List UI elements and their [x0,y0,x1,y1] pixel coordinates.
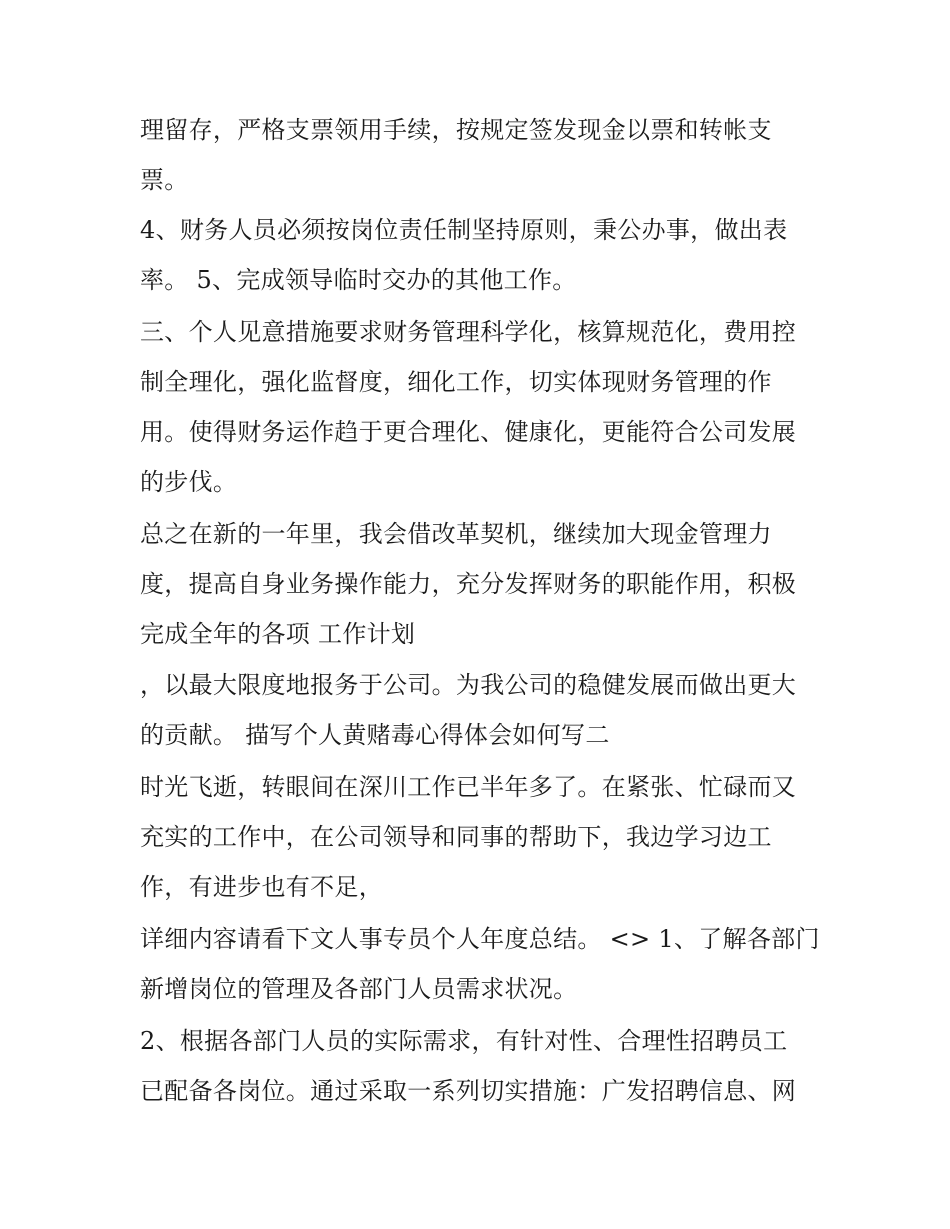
text-line: 新增岗位的管理及各部门人员需求状况。 [140,975,578,1003]
text-line: 充实的工作中，在公司领导和同事的帮助下，我边学习边工 [140,823,772,851]
text-line: 率。 5、完成领导临时交办的其他工作。 [140,266,577,294]
text-line: 三、个人见意措施要求财务管理科学化，核算规范化，费用控 [140,318,797,346]
text-line: 用。使得财务运作趋于更合理化、健康化，更能符合公司发展 [140,418,797,446]
text-line: 的步伐。 [140,468,238,496]
text-line: 票。 [140,166,189,194]
text-line: 时光飞逝，转眼间在深川工作已半年多了。在紧张、忙碌而又 [140,773,797,801]
text-line: 理留存，严格支票领用手续，按规定签发现金以票和转帐支 [140,116,772,144]
text-line: ，以最大限度地报务于公司。为我公司的稳健发展而做出更大 [140,671,797,699]
text-line: 制全理化，强化监督度，细化工作，切实体现财务管理的作 [140,368,772,396]
text-line: 的贡献。 描写个人黄赌毒心得体会如何写二 [140,721,610,749]
text-line: 度，提高自身业务操作能力，充分发挥财务的职能作用，积极 [140,570,797,598]
text-line: 总之在新的一年里，我会借改革契机，继续加大现金管理力 [140,520,772,548]
text-line: 已配备各岗位。通过采取一系列切实措施：广发招聘信息、网 [140,1077,797,1105]
text-line: 完成全年的各项 工作计划 [140,620,416,648]
text-line: 4、财务人员必须按岗位责任制坚持原则，秉公办事，做出表 [140,216,788,244]
text-line: 2、根据各部门人员的实际需求，有针对性、合理性招聘员工 [140,1027,788,1055]
text-line: 作，有进步也有不足， [140,873,383,901]
text-line: 详细内容请看下文人事专员个人年度总结。 <> 1、了解各部门 [140,925,820,953]
